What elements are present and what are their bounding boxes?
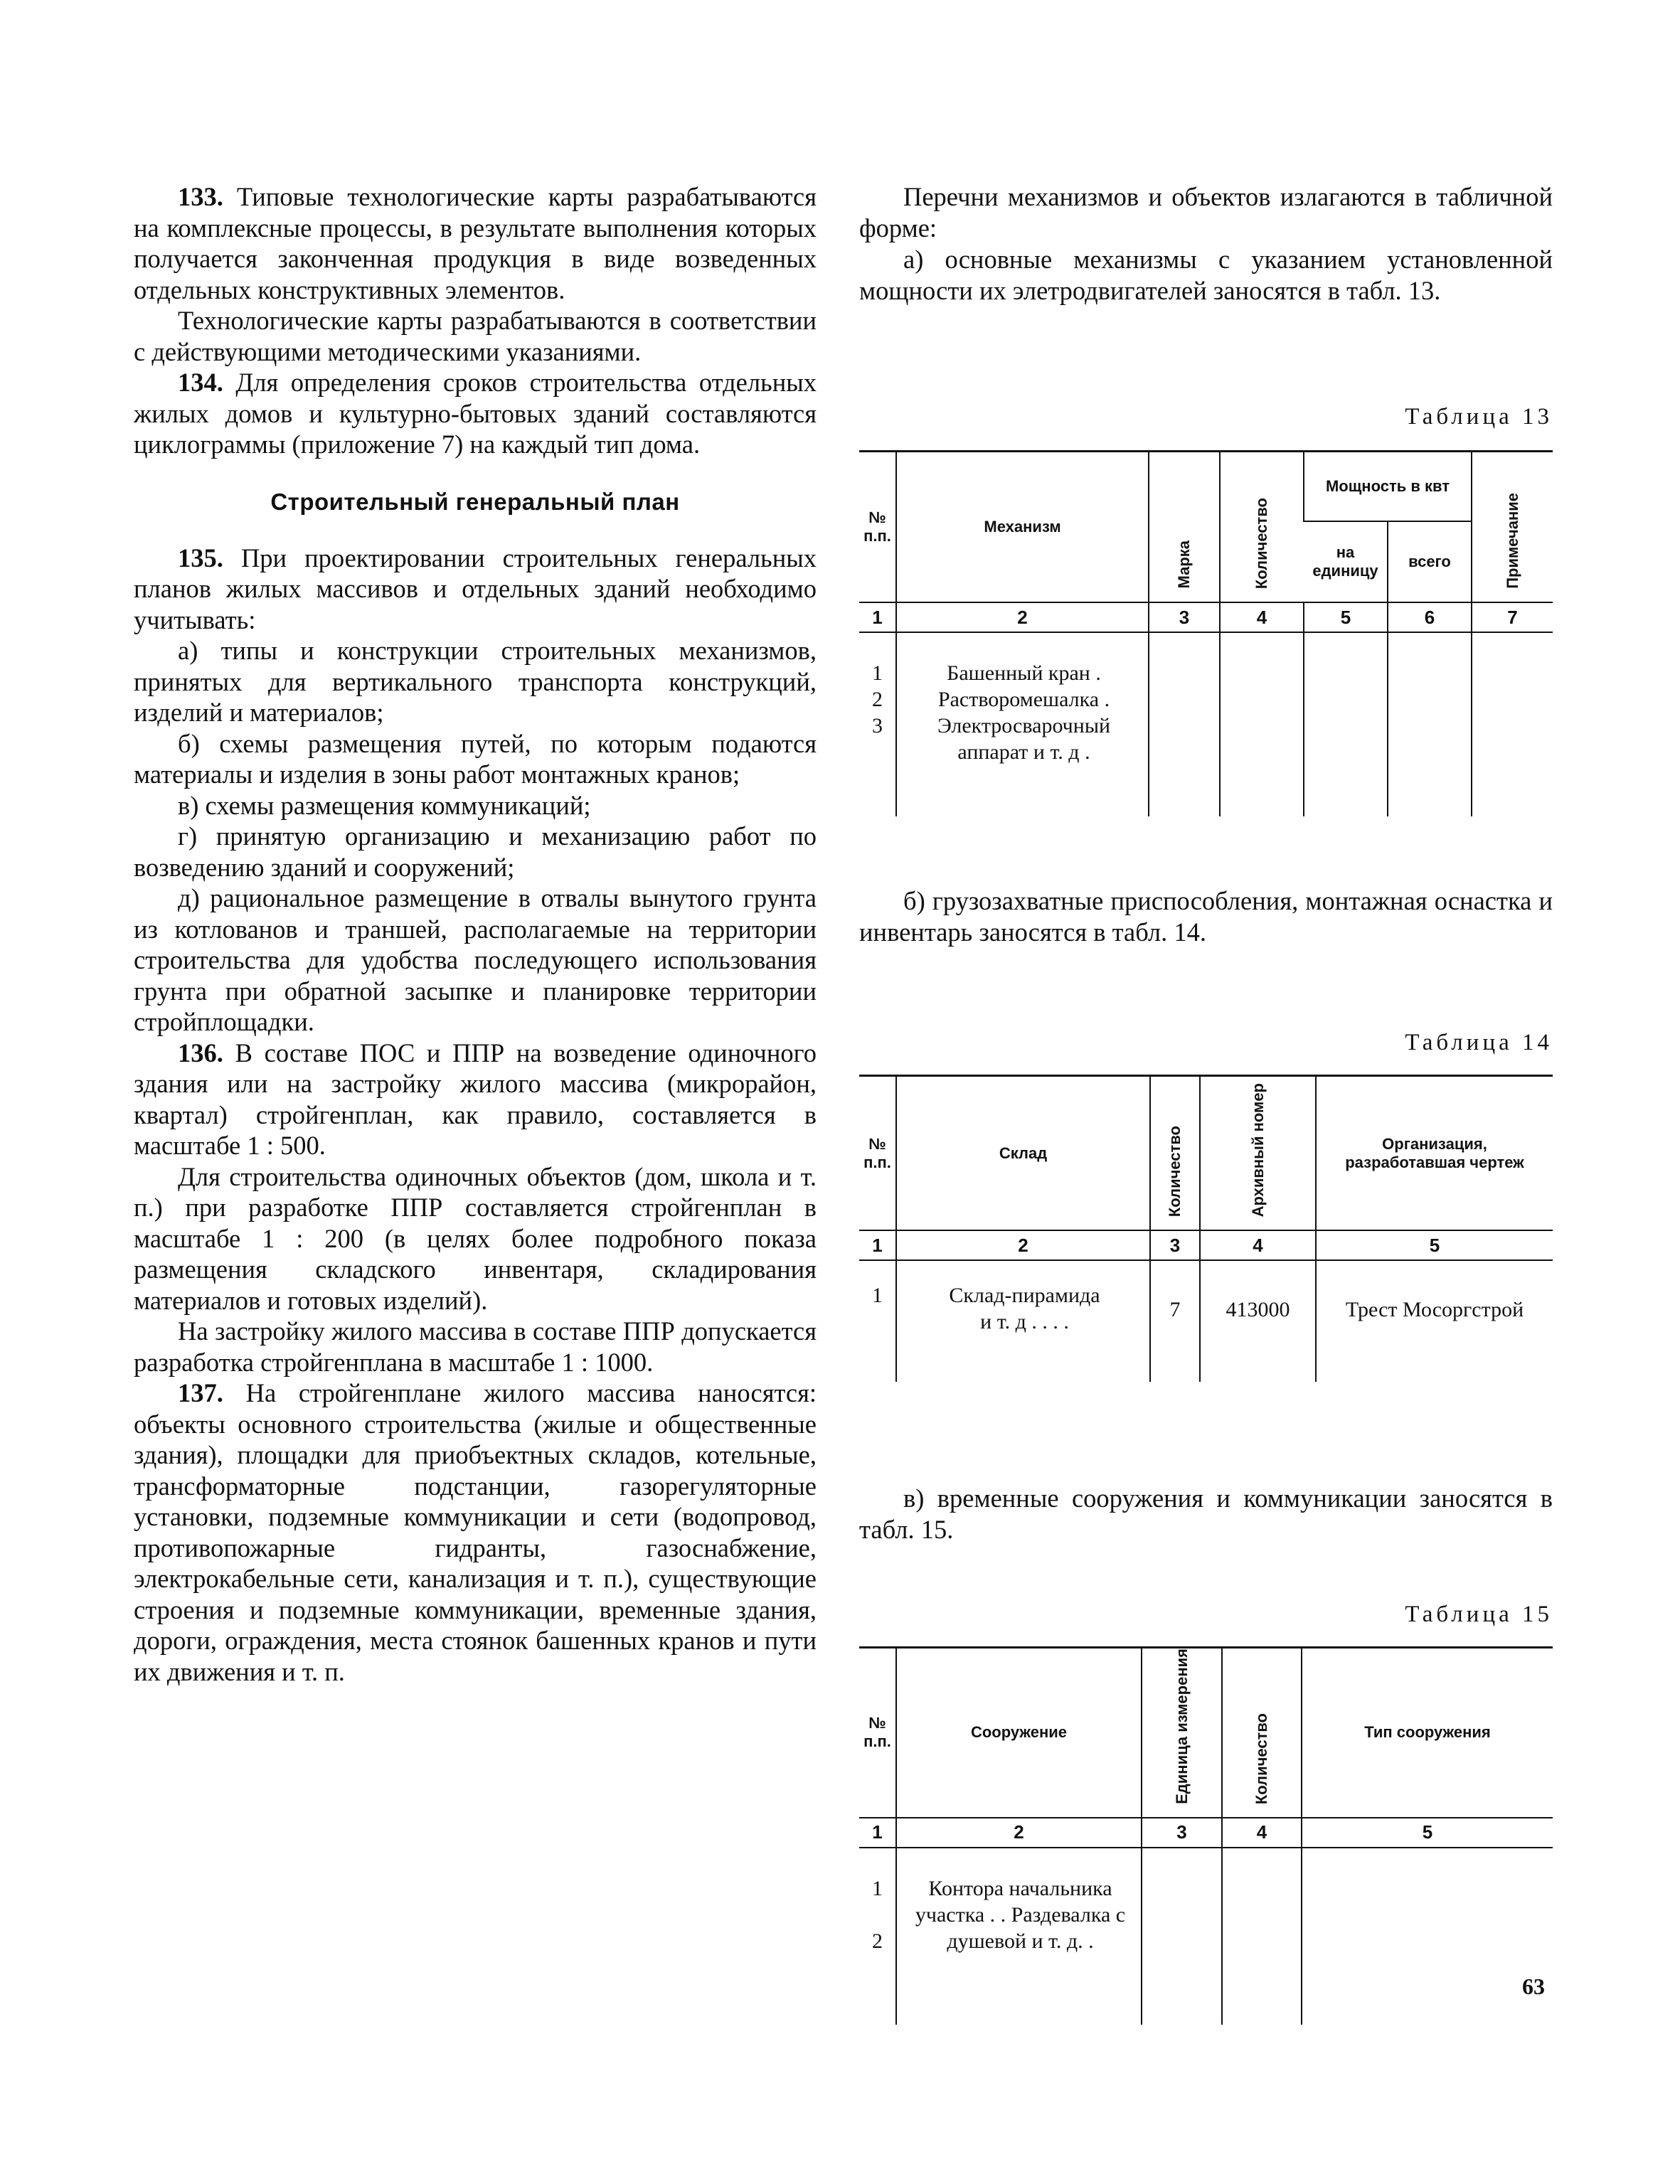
t14-header-qty: Количество	[1166, 1125, 1184, 1217]
item-a-text: а) основные механизмы с указанием установленной мощности их элетродвигателей заносятся в табл. 13.	[859, 245, 1553, 305]
t13-header-brand: Марка	[1175, 540, 1193, 589]
t13-colnum: 6	[1388, 602, 1472, 632]
item-c-text: в) временные сооружения и коммуникации заносятся в табл. 15.	[859, 1483, 1553, 1544]
t15-colnum: 4	[1222, 1818, 1302, 1848]
paragraph-135-c: в) схемы размещения коммуникаций;	[178, 790, 591, 820]
t13-colnum: 1	[859, 602, 896, 632]
t13-colnum: 4	[1220, 602, 1304, 632]
t13-row-numbers: 1 2 3	[872, 661, 883, 737]
paragraph-133: 133. Типовые технологические карты разрабатываются на комплексные процессы, в результате выполнения которых получается законченная продукция в виде возведенных отдельных конструктивных элементов.	[134, 182, 817, 304]
t14-header-num: № п.п.	[859, 1076, 896, 1231]
t14-row-num: 1	[872, 1284, 883, 1307]
t15-colnum: 2	[896, 1818, 1142, 1848]
t15-header-structure: Сооружение	[896, 1648, 1142, 1818]
t14-colnum: 1	[859, 1230, 896, 1260]
t13-header-power: Мощность в квт	[1304, 452, 1472, 522]
table-13	[859, 450, 1553, 816]
t14-colnum: 5	[1316, 1230, 1553, 1260]
t14-colnum: 2	[896, 1230, 1150, 1260]
t14-row-org: Трест Мосоргстрой	[1316, 1260, 1553, 1382]
t15-header-qty: Количество	[1253, 1712, 1270, 1804]
t13-row-mechanisms: Башенный кран . Растворомешалка . Электросварочный аппарат и т. д .	[896, 632, 1149, 816]
t13-header-note: Примечание	[1503, 493, 1521, 589]
paragraph-133-b: Технологические карты разрабатываются в соответствии с действующими методическими указаниями.	[134, 306, 817, 366]
t13-header-per-unit: на единицу	[1312, 543, 1378, 580]
section-heading: Строительный генеральный план	[270, 488, 680, 515]
table-15-caption: Таблица 15	[1405, 1602, 1553, 1627]
t15-header-type: Тип сооружения	[1302, 1648, 1553, 1818]
t13-colnum: 7	[1472, 602, 1553, 632]
t15-colnum: 5	[1302, 1818, 1553, 1848]
paragraph-134: 134. Для определения сроков строительства отдельных жилых домов и культурно-бытовых зданий составляются циклограммы (приложение 7) на каждый тип дома.	[134, 368, 817, 459]
left-column	[134, 181, 817, 1687]
t15-header-num: № п.п.	[859, 1648, 896, 1818]
t13-header-qty: Количество	[1253, 497, 1270, 589]
t14-row-store: Склад-пирамида и т. д . . . .	[896, 1260, 1150, 1382]
t13-header-mechanism: Механизм	[896, 452, 1149, 603]
paragraph-135-a: а) типы и конструкции строительных механизмов, принятых для вертикального транспорта конструкций, изделий и материалов;	[134, 636, 817, 727]
t13-colnum: 2	[896, 602, 1149, 632]
page-number: 63	[1522, 1973, 1545, 1999]
paragraph-136: 136. В составе ПОС и ППР на возведение одиночного здания или на застройку жилого массива (микрорайон, квартал) стройгенплан, как правило, составляется в масштабе 1 : 500.	[134, 1038, 817, 1160]
t14-row-archive: 413000	[1200, 1260, 1316, 1382]
right-column	[859, 181, 1553, 2030]
t13-header-num: № п.п.	[859, 452, 896, 603]
t14-header-store: Склад	[896, 1076, 1150, 1231]
t14-row-qty: 7	[1150, 1260, 1200, 1382]
paragraph-135: 135. При проектировании строительных генеральных планов жилых массивов и отдельных зданий необходимо учитывать:	[134, 543, 817, 634]
paragraph-137: 137. На стройгенплане жилого массива наносятся: объекты основного строительства (жилые и общественные здания), площадки для приобъектных складов, котельные, трансформаторные подстанции, газорегуляторные установки, подземные коммуникации и сети (водопровод, противопожарные гидранты, газоснабжение, электрокабельные сети, канализация и т. п.), существующие строения и подземные коммуникации, временные здания, дороги, ограждения, места стоянок башенных кранов и пути их движения и т. п.	[134, 1378, 817, 1686]
item-b-text: б) грузозахватные приспособления, монтажная оснастка и инвентарь заносятся в табл. 14.	[859, 886, 1553, 947]
table-14-caption: Таблица 14	[1405, 1030, 1553, 1055]
intro-text: Перечни механизмов и объектов излагаются в табличной форме:	[859, 182, 1553, 243]
t14-header-archive: Архивный номер	[1248, 1082, 1267, 1217]
t14-colnum: 4	[1200, 1230, 1316, 1260]
t13-colnum: 3	[1149, 602, 1220, 632]
t15-colnum: 1	[859, 1818, 896, 1848]
t15-header-unit: Единица измерения	[1172, 1648, 1191, 1804]
t15-colnum: 3	[1142, 1818, 1222, 1848]
paragraph-135-e: д) рациональное размещение в отвалы вынутого грунта из котлованов и траншей, располагаемые на территории строительства для удобства последующего использования грунта при обратной засыпке и планировке территории стройплощадки.	[134, 883, 817, 1036]
t13-colnum: 5	[1304, 602, 1388, 632]
table-13-caption: Таблица 13	[1405, 404, 1553, 430]
paragraph-135-d: г) принятую организацию и механизацию работ по возведению зданий и сооружений;	[134, 821, 817, 882]
table-14	[859, 1075, 1553, 1382]
paragraph-136-b: Для строительства одиночных объектов (дом, школа и т. п.) при разработке ППР составляется стройгенплан в масштабе 1 : 200 (в целях более подробного показа размещения складского инвентаря, складирования материалов и готовых изделий).	[134, 1161, 817, 1315]
paragraph-136-c: На застройку жилого массива в составе ППР допускается разработка стройгенплана в масштабе 1 : 1000.	[134, 1316, 817, 1377]
table-15	[859, 1646, 1553, 2025]
t14-colnum: 3	[1150, 1230, 1200, 1260]
t14-header-org: Организация, разработавшая чертеж	[1316, 1076, 1553, 1231]
t15-row-structures: Контора начальника участка . . Раздевалка с душевой и т. д. .	[896, 1848, 1142, 2025]
t15-row-numbers: 1 2	[872, 1876, 883, 1953]
paragraph-135-b: б) схемы размещения путей, по которым подаются материалы и изделия в зоны работ монтажных кранов;	[134, 728, 817, 789]
t13-header-total: всего	[1388, 521, 1472, 602]
